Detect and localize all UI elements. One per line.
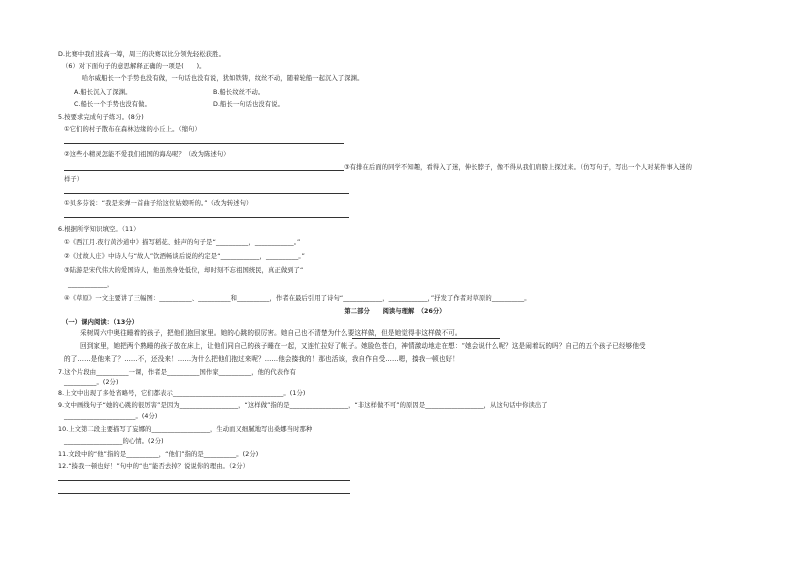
q7-line-1: 7.这个片段由__________一课，作者是__________国作家__________，他的代表作有 — [58, 369, 296, 376]
answer-line — [64, 217, 349, 218]
passage-paragraph-2-cont: 的了……是他来了？……不，还没来！……为什么把他们抱过来呢？……他会揍我的！那也活该，我自作自受……嗯，揍我一顿也好！ — [64, 355, 459, 363]
q10-line-1: 10.上文第二段主要描写了妄娜的__________________，生动而又细腻地写出桑娜当时那种 — [58, 426, 313, 433]
q10-line-2: __________________的心情。(2分) — [64, 438, 164, 445]
q8: 8.上文中出现了多处省略号，它们都表示__________________________________。(1分) — [58, 390, 306, 397]
q9-line-1: 9.文中画线句子“她的心跳的很厉害”是因为__________________，“这样做”指的是__________________，“非这样做不可”的原因是__________________，从这句话中你读出了 — [58, 402, 548, 409]
passage-paragraph-1: 采树周六中奥往睡着的孩子，把他们抱回家里。她的心跳的很厉害。她自己也不清楚为什么要这样做，但是她觉得非这样做不可。 — [80, 329, 462, 337]
q4-sub6-option-c: C.船长一个手势也没有做。 — [74, 101, 151, 108]
part-two-heading: 第二部分 阅读与理解 （26分） — [344, 308, 446, 315]
q5-item-4: ①贝多芬说：“我是来弹一首曲子给这位姑娘听的。”（改为转述句） — [64, 200, 253, 207]
q4-sub6-sentence: 哈尔威船长一个手势也没有做，一句话也没有说，犹如铁铸，纹丝不动，随着轮船一起沉入了深渊。 — [82, 75, 364, 82]
q4-sub6-option-a: A.船长沉入了深渊。 — [74, 89, 132, 96]
answer-line — [64, 193, 349, 194]
q5-item-3: ③有排在后面的同学不知趣，看得入了迷，伸长脖子，像不得从我们肩膀上探过来。（仿写句子，写出一个人对某件事入迷的 — [344, 164, 693, 171]
q4-sub6-option-b: B.船长纹丝不动。 — [213, 89, 265, 96]
answer-line — [64, 170, 344, 171]
answer-line — [58, 493, 350, 494]
passage-underline — [352, 338, 500, 339]
q6-item-3-cont: ____________， — [68, 281, 114, 288]
q4-option-d: D.比赛中我们技高一筹，周三的决赛以比分领先轻松获胜。 — [58, 51, 225, 58]
passage-paragraph-2: 回到家里，她把两个熟睡的孩子放在床上，让他们同自己的孩子睡在一起，又连忙拉好了帐子。她脸色苍白，神情激动地走在想：“她会说什么呢？这是闹着玩的吗？自己的五个孩子已经够他受 — [80, 342, 646, 350]
q7-line-2: __________。(2分) — [64, 379, 119, 386]
q5-heading: 5.按要求完成句子练习。(8分) — [58, 114, 144, 121]
answer-line — [64, 143, 344, 144]
q4-sub6-prompt: （6）对下面句子的意思解释正确的一项是( )。 — [62, 63, 206, 70]
q4-sub6-option-d: D.船长一句话也没有说。 — [213, 101, 285, 108]
q6-item-2: ②《过故人庄》中诗人与“故人”饮酒畅谈后说的约定是“____________，__________。” — [64, 253, 306, 260]
q5-item-3-cont: 样子） — [64, 176, 84, 183]
q6-item-1: ①《西江月.夜行黄沙道中》描写稻花、蛙声的句子是“__________，____________。” — [64, 239, 301, 246]
q6-item-4: ④《草原》一文主要讲了三幅图：__________、__________和__________，作者在最后引用了诗句“____________，____________，”抒发了作者对草原的__________。 — [64, 295, 531, 302]
q9-line-2: ______________________。(4分) — [64, 413, 158, 420]
q6-heading: 6.根据所学知识填空。（11） — [58, 226, 140, 233]
q6-item-3: ③陆游是宋代伟大的爱国诗人，他虽然身处低位，却时刻不忘祖国统民，真正做到了“ — [64, 267, 304, 274]
q5-item-2: ②这些小精灵怎能不爱我们祖国的海岛呢？（改为陈述句） — [64, 151, 230, 158]
q12: 12.“揍我一顿也好！”句中的“也”能否去掉？说说你的理由。（2分） — [58, 463, 250, 470]
reading-section-heading: （一）课内阅读：（13分） — [62, 319, 139, 326]
q11: 11.文段中的“他”指的是__________，“他们”指的是__________。(2分) — [58, 451, 259, 458]
q5-item-1: ①它们的村子散布在森林边缘的小丘上。（缩句） — [64, 126, 201, 133]
answer-line — [58, 480, 350, 481]
